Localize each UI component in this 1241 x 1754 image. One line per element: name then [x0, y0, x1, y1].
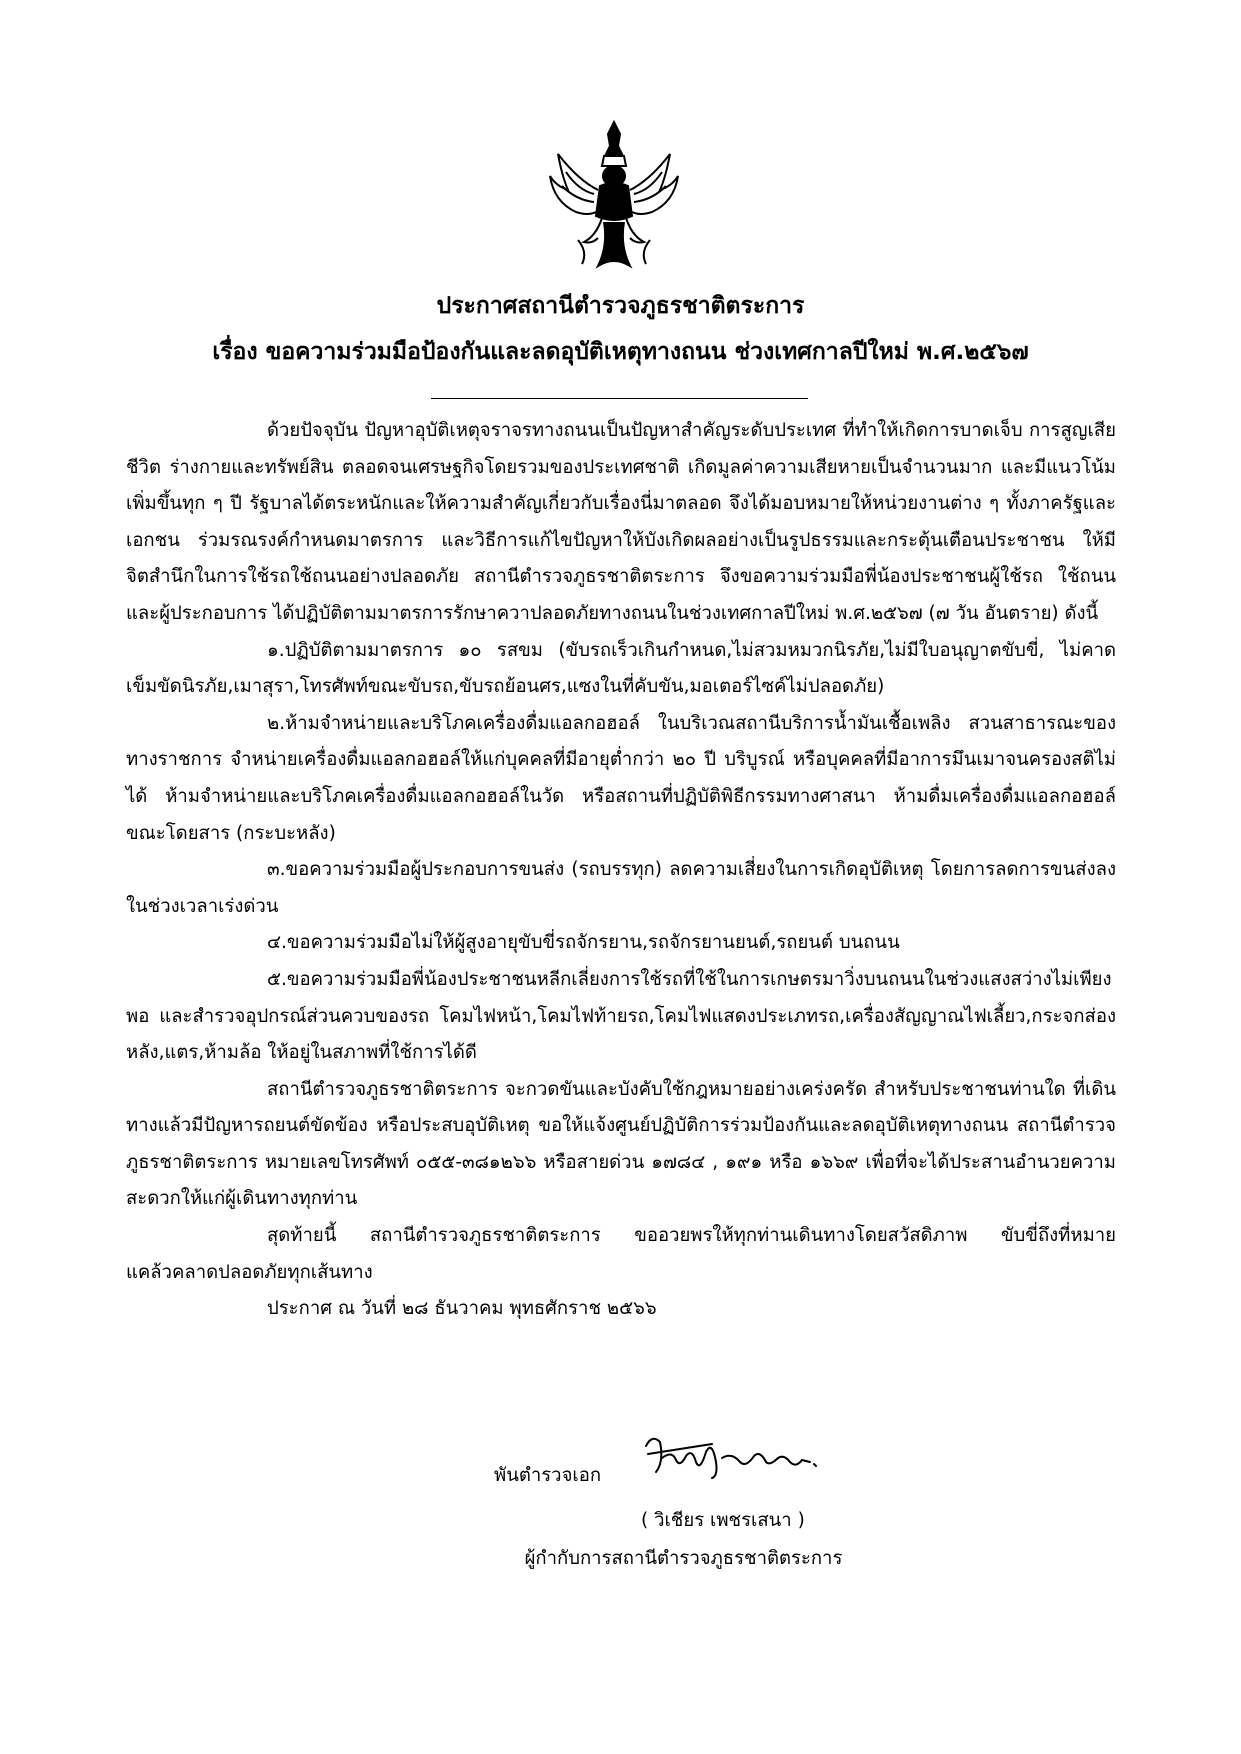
announcement-date: ประกาศ ณ วันที่ ๒๘ ธันวาคม พุทธศักราช ๒๕๖๖ [267, 1298, 657, 1320]
enforcement-paragraph: สถานีตำรวจภูธรชาติตระการ จะกวดขันและบังคับใช้กฎหมายอย่างเคร่งครัด สำหรับประชาชนท่านใด ที่เดินทางแล้วมีปัญหารถยนต์ขัดข้อง หรือประสบอุบัติเหตุ ขอให้แจ้งศูนย์ปฏิบัติการร่วมป้องกันและลดอุบัติเหตุทางถนน สถานีตำรวจภูธรชาติตระการ หมายเลขโทรศัพท์ ๐๕๕-๓๘๑๒๖๖ หรือสายด่วน ๑๗๘๔ , ๑๙๑ หรือ ๑๖๖๙ เพื่อที่จะได้ประสานอำนวยความสะดวกให้แก่ผู้เดินทางทุกท่าน [126, 1078, 1116, 1210]
announcement-subject: เรื่อง ขอความร่วมมือป้องกันและลดอุบัติเหตุทางถนน ช่วงเทศกาลปีใหม่ พ.ศ.๒๕๖๗ [212, 339, 1029, 365]
signer-position: ผู้กำกับการสถานีตำรวจภูธรชาติตระการ [524, 1548, 843, 1569]
garuda-emblem-icon [548, 120, 680, 270]
signer-position-row [0, 1544, 1241, 1573]
measure-item-5: ๕.ขอความร่วมมือพี่น้องประชาชนหลีกเลี่ยงการใช้รถที่ใช้ในการเกษตรมาวิ่งบนถนนในช่วงแสงสว่างไม่เพียงพอ และสำรวจอุปกรณ์ส่วนควบของรถ โคมไฟหน้า,โคมไฟท้ายรถ,โคมไฟแสดงประเภทรถ,เครื่องสัญญาณไฟเลี้ยว,กระจกส่องหลัง,แตร,ห้ามล้อ ให้อยู่ในสภาพที่ใช้การได้ดี [126, 968, 1116, 1064]
signer-name: ( วิเชียร เพชรเสนา ) [641, 1510, 805, 1531]
intro-paragraph: ด้วยปัจจุบัน ปัญหาอุบัติเหตุจราจรทางถนนเป็นปัญหาสำคัญระดับประเทศ ที่ทำให้เกิดการบาดเจ็บ การสูญเสียชีวิต ร่างกายและทรัพย์สิน ตลอดจนเศรษฐกิจโดยรวมของประเทศชาติ เกิดมูลค่าความเสียหายเป็นจำนวนมาก และมีแนวโน้มเพิ่มขึ้นทุก ๆ ปี รัฐบาลได้ตระหนักและให้ความสำคัญเกี่ยวกับเรื่องนี่มาตลอด จึงได้มอบหมายให้หน่วยงานต่าง ๆ ทั้งภาครัฐและเอกชน ร่วมรณรงค์กำหนดมาตรการ และวิธีการแก้ไขปัญหาให้บังเกิดผลอย่างเป็นรูปธรรมและกระตุ้นเตือนประชาชน ให้มีจิตสำนึกในการใช้รถใช้ถนนอย่างปลอดภัย สถานีตำรวจภูธรชาติตระการ จึงขอความร่วมมือพี่น้องประชาชนผู้ใช้รถ ใช้ถนน และผู้ประกอบการ ได้ปฏิบัติตามมาตรการรักษาควาปลอดภัยทางถนนในช่วงเทศกาลปีใหม่ พ.ศ.๒๕๖๗ (๗ วัน อันตราย) ดังนี้ [126, 420, 1116, 624]
handwritten-signature [642, 1432, 824, 1482]
title-divider [431, 398, 808, 399]
signer-rank: พันตำรวจเอก [494, 1465, 602, 1486]
measure-item-4: ๔.ขอความร่วมมือไม่ให้ผู้สูงอายุขับขี่รถจักรยาน,รถจักรยานยนต์,รถยนต์ บนถนน [267, 932, 900, 954]
announcement-title: ประกาศสถานีตำรวจภูธรชาติตระการ [436, 293, 805, 319]
measure-item-2: ๒.ห้ามจำหน่ายและบริโภคเครื่องดื่มแอลกอฮอล์ ในบริเวณสถานีบริการน้ำมันเชื้อเพลิง สวนสาธารณะของทางราชการ จำหน่ายเครื่องดื่มแอลกอฮอล์ให้แก่บุคคลที่มีอายุต่ำกว่า ๒๐ ปี บริบูรณ์ หรือบุคคลที่มีอาการมึนเมาจนครองสติไม่ได้ ห้ามจำหน่ายและบริโภคเครื่องดื่มแอลกอฮอล์ในวัด หรือสถานที่ปฏิบัติพิธีกรรมทางศาสนา ห้ามดื่มเครื่องดื่มแอลกอฮอล์ขณะโดยสาร (กระบะหลัง) [126, 712, 1116, 844]
announcement-body [126, 413, 1116, 1328]
measure-item-3: ๓.ขอความร่วมมือผู้ประกอบการขนส่ง (รถบรรทุก) ลดความเสี่ยงในการเกิดอุบัติเหตุ โดยการลดการขนส่งลงในช่วงเวลาเร่งด่วน [126, 859, 1116, 917]
measure-item-1: ๑.ปฏิบัติตามมาตรการ ๑๐ รสขม (ขับรถเร็วเกินกำหนด,ไม่สวมหมวกนิรภัย,ไม่มีใบอนุญาตขับขี่, ไม่คาดเข็มขัดนิรภัย,เมาสุรา,โทรศัพท์ขณะขับรถ,ขับรถย้อนศร,แซงในที่คับขัน,มอเตอร์ไซค์ไม่ปลอดภัย) [126, 639, 1116, 698]
closing-paragraph: สุดท้ายนี้ สถานีตำรวจภูธรชาติตระการ ขออวยพรให้ทุกท่านเดินทางโดยสวัสดิภาพ ขับขี่ถึงที่หมายแคล้วคลาดปลอดภัยทุกเส้นทาง [126, 1225, 1116, 1283]
